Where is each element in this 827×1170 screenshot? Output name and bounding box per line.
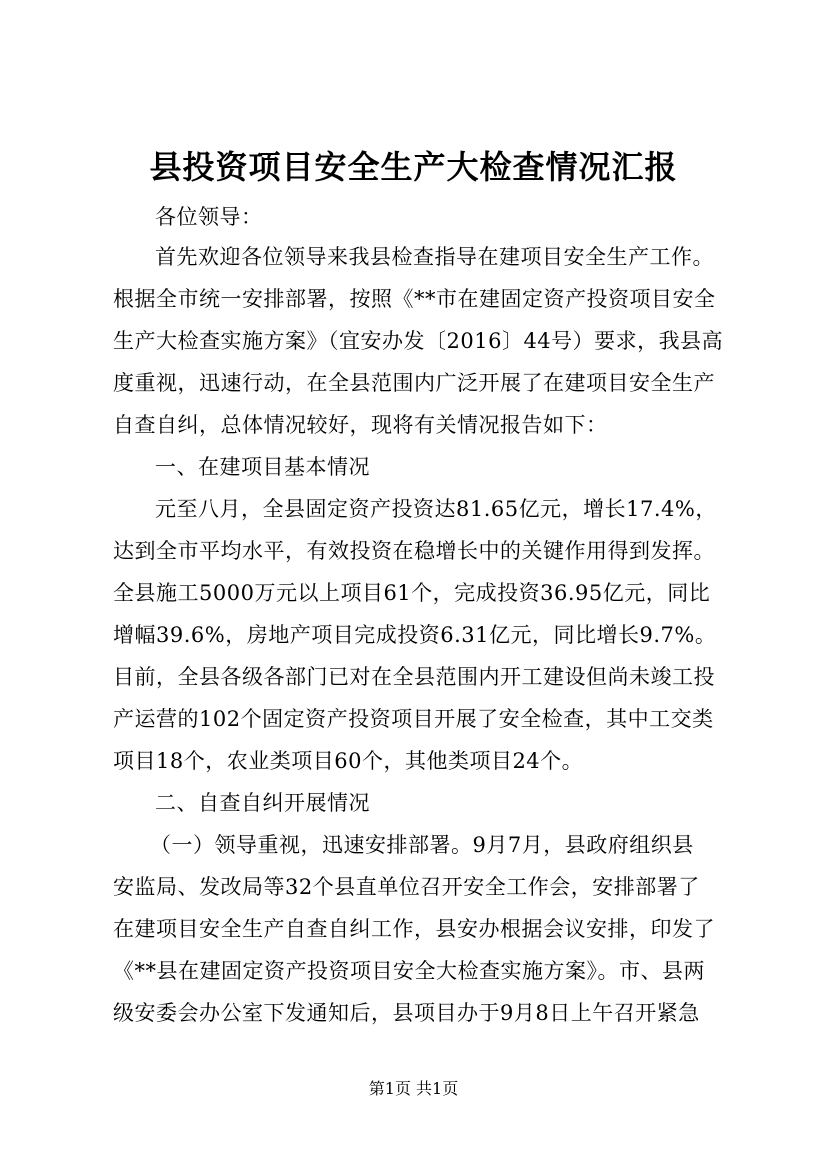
paragraph-line: 全县施工5000万元以上项目61个，完成投资36.95亿元，同比 [113,581,711,605]
page-footer: 第1页 共1页 [368,1079,459,1098]
paragraph-line: 《**县在建固定资产投资项目安全大检查实施方案》。市、县两 [113,959,705,983]
paragraph-line: 产运营的102个固定资产投资项目开展了安全检查，其中工交类 [113,707,714,731]
document-title: 县投资项目安全生产大检查情况汇报 [149,148,678,186]
paragraph-line: 元至八月，全县固定资产投资达81.65亿元，增长17.4%， [155,497,717,521]
paragraph-line: 根据全市统一安排部署，按照《**市在建固定资产投资项目安全 [113,287,716,311]
paragraph-line: 在建项目安全生产自查自纠工作，县安办根据会议安排，印发了 [113,917,715,941]
section-heading: 一、在建项目基本情况 [155,455,370,479]
greeting: 各位领导： [155,205,263,229]
paragraph-line: 生产大检查实施方案》（宜安办发〔2016〕44号）要求，我县高 [113,329,724,353]
section-heading: 二、自查自纠开展情况 [155,791,370,815]
paragraph-line: 达到全市平均水平，有效投资在稳增长中的关键作用得到发挥。 [113,539,715,563]
paragraph-line: 级安委会办公室下发通知后，县项目办于9月8日上午召开紧急 [113,1001,700,1025]
paragraph-line: 度重视，迅速行动，在全县范围内广泛开展了在建项目安全生产 [113,371,715,395]
paragraph-line: 目前，全县各级各部门已对在全县范围内开工建设但尚未竣工投 [113,665,715,689]
paragraph-line: 增幅39.6%，房地产项目完成投资6.31亿元，同比增长9.7%。 [113,623,717,647]
paragraph-line: （一）领导重视，迅速安排部署。9月7月，县政府组织县 [150,833,694,857]
paragraph-line: 自查自纠，总体情况较好，现将有关情况报告如下： [113,413,608,437]
paragraph-line: 首先欢迎各位领导来我县检查指导在建项目安全生产工作。 [155,245,714,269]
paragraph-line: 安监局、发改局等32个县直单位召开安全工作会，安排部署了 [113,875,700,899]
paragraph-line: 项目18个，农业类项目60个，其他类项目24个。 [113,749,584,773]
